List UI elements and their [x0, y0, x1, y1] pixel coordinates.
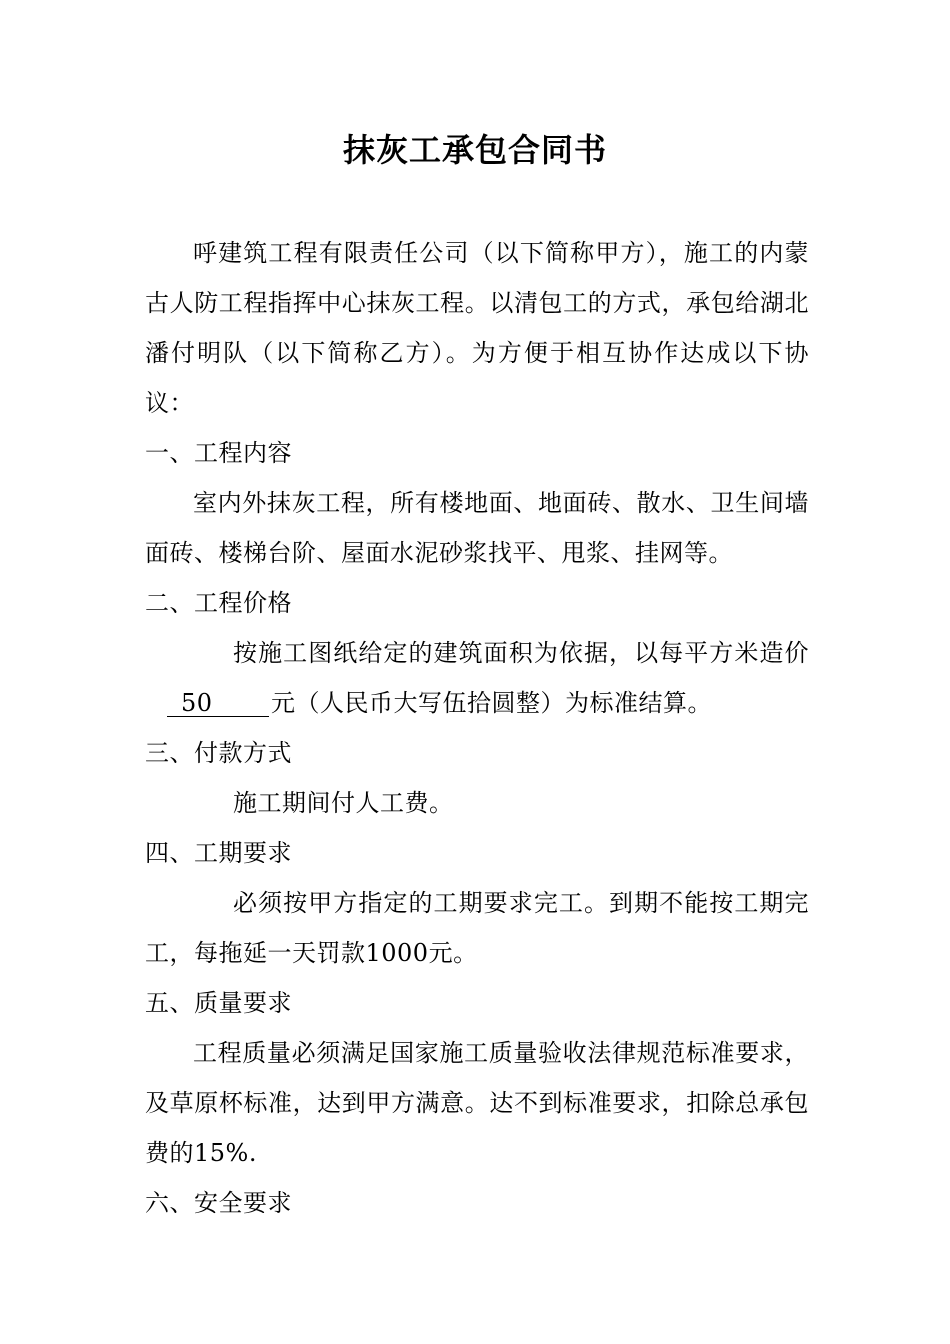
section-text-quality: 工程质量必须满足国家施工质量验收法律规范标准要求，及草原杯标准，达到甲方满意。达不到标准要求，扣除总承包费的15%. — [145, 1039, 809, 1167]
section-heading-safety: 六、安全要求 — [145, 1189, 292, 1217]
intro-paragraph: 呼建筑工程有限责任公司（以下简称甲方），施工的内蒙古人防工程指挥中心抹灰工程。以清包工的方式，承包给湖北潘付明队（以下简称乙方）。为方便于相互协作达成以下协议： — [145, 239, 809, 417]
section-heading-payment: 三、付款方式 — [145, 739, 292, 767]
document-body — [145, 228, 809, 1228]
section-text-schedule: 必须按甲方指定的工期要求完工。到期不能按工期完工，每拖延一天罚款1000元。 — [145, 889, 809, 967]
document-title: 抹灰工承包合同书 — [342, 131, 607, 169]
section-text-price — [145, 628, 809, 728]
section-text-content: 室内外抹灰工程，所有楼地面、地面砖、散水、卫生间墙面砖、楼梯台阶、屋面水泥砂浆找平、甩浆、挂网等。 — [145, 489, 809, 567]
section-heading-price: 二、工程价格 — [145, 589, 292, 617]
section-heading-quality: 五、质量要求 — [145, 989, 292, 1017]
section-text-payment: 施工期间付人工费。 — [233, 789, 454, 817]
price-value-blank: 50 — [167, 690, 269, 717]
section-heading-schedule: 四、工期要求 — [145, 839, 292, 867]
price-text-after: 元（人民币大写伍拾圆整）为标准结算。 — [271, 689, 712, 717]
price-text-before: 按施工图纸给定的建筑面积为依据，以每平方米造价 — [233, 639, 809, 667]
section-heading-content: 一、工程内容 — [145, 439, 292, 467]
